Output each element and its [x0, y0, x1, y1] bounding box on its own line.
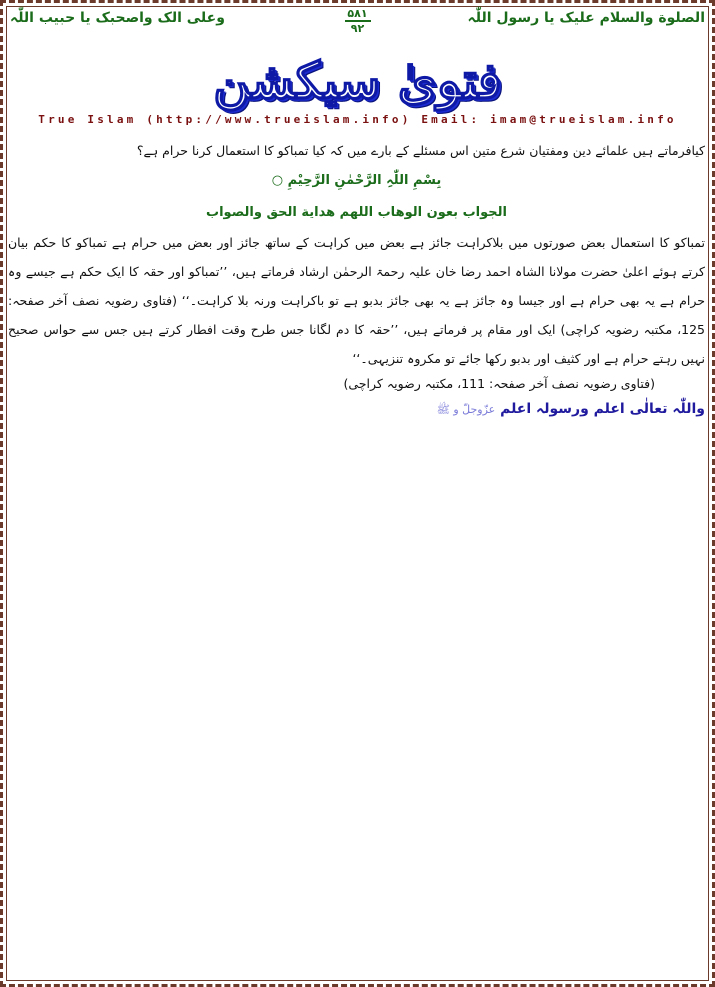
answer-body: تمباکو کا استعمال بعض صورتوں میں بلاکراہت جائز ہے بعض میں کراہت کے ساتھ جائز اور بعض میں حرام ہے تمباکو کا حکم بیان کرتے ہوئے اعلیٰ حضرت مولانا الشاہ احمد رضا خان علیہ رحمۃ الرحمٰن ارشاد فرماتے ہیں، ’’تمباکو اور حقہ کا ایک حکم ہے جیسے وہ حرام ہے یہ بھی حرام ہے اور جیسا وہ جائز ہے یہ بھی جائز بدبو ہے تو باکراہت ورنہ بلا کراہت۔‘‘ (فتاوی رضویہ نصف آخر صفحہ: 125، مکتبہ رضویہ کراچی) ایک اور مقام پر فرماتے ہیں، ’’حقہ کا دم لگانا جس طرح وقت افطار کرتے ہیں جس سے حواس صحیح نہیں رہتے حرام ہے اور کثیف اور بدبو رکھا جائے تو مکروہ تنزیہی۔‘‘ — [8, 235, 705, 366]
closing-line — [8, 397, 705, 422]
answer-reference: (فتاوی رضویہ نصف آخر صفحہ: 111، مکتبہ رضویہ کراچی) — [343, 376, 655, 391]
bismillah: بِسْمِ اللّٰہِ الرَّحْمٰنِ الرَّحِیْمِ ○ — [271, 173, 442, 188]
page-title-block — [0, 50, 715, 112]
question-text: کیافرماتے ہیں علمائے دین ومفتیان شرع متین اس مسئلے کے بارے میں کہ کیا تمباکو کا استعمال کرنا حرام ہے؟ — [136, 143, 705, 158]
page-number-bottom: ۹۲ — [350, 22, 365, 35]
page-number — [345, 8, 371, 34]
fatwa-content — [8, 140, 705, 422]
answer-heading: الجواب بعون الوهاب اللهم هداية الحق والصواب — [206, 205, 507, 220]
closing-seal: عزّوجلّ و ﷺ — [436, 403, 496, 416]
closing-text: واللّٰہ تعالٰی اعلم ورسولہ اعلم — [500, 401, 705, 417]
answer-reference-line — [8, 373, 705, 395]
header-bar — [10, 8, 705, 44]
page-title: فتویٰ سیکشن — [213, 51, 502, 110]
page-number-top: ۵۸۱ — [347, 7, 368, 20]
site-contact-line: True Islam (http://www.trueislam.info) Email: imam@trueislam.info — [38, 113, 677, 126]
salutation-right: الصلوة والسلام علیک یا رسول اللّٰہ — [467, 10, 705, 26]
salutation-left: وعلی الک واصحبک یا حبیب اللّٰہ — [10, 10, 225, 26]
